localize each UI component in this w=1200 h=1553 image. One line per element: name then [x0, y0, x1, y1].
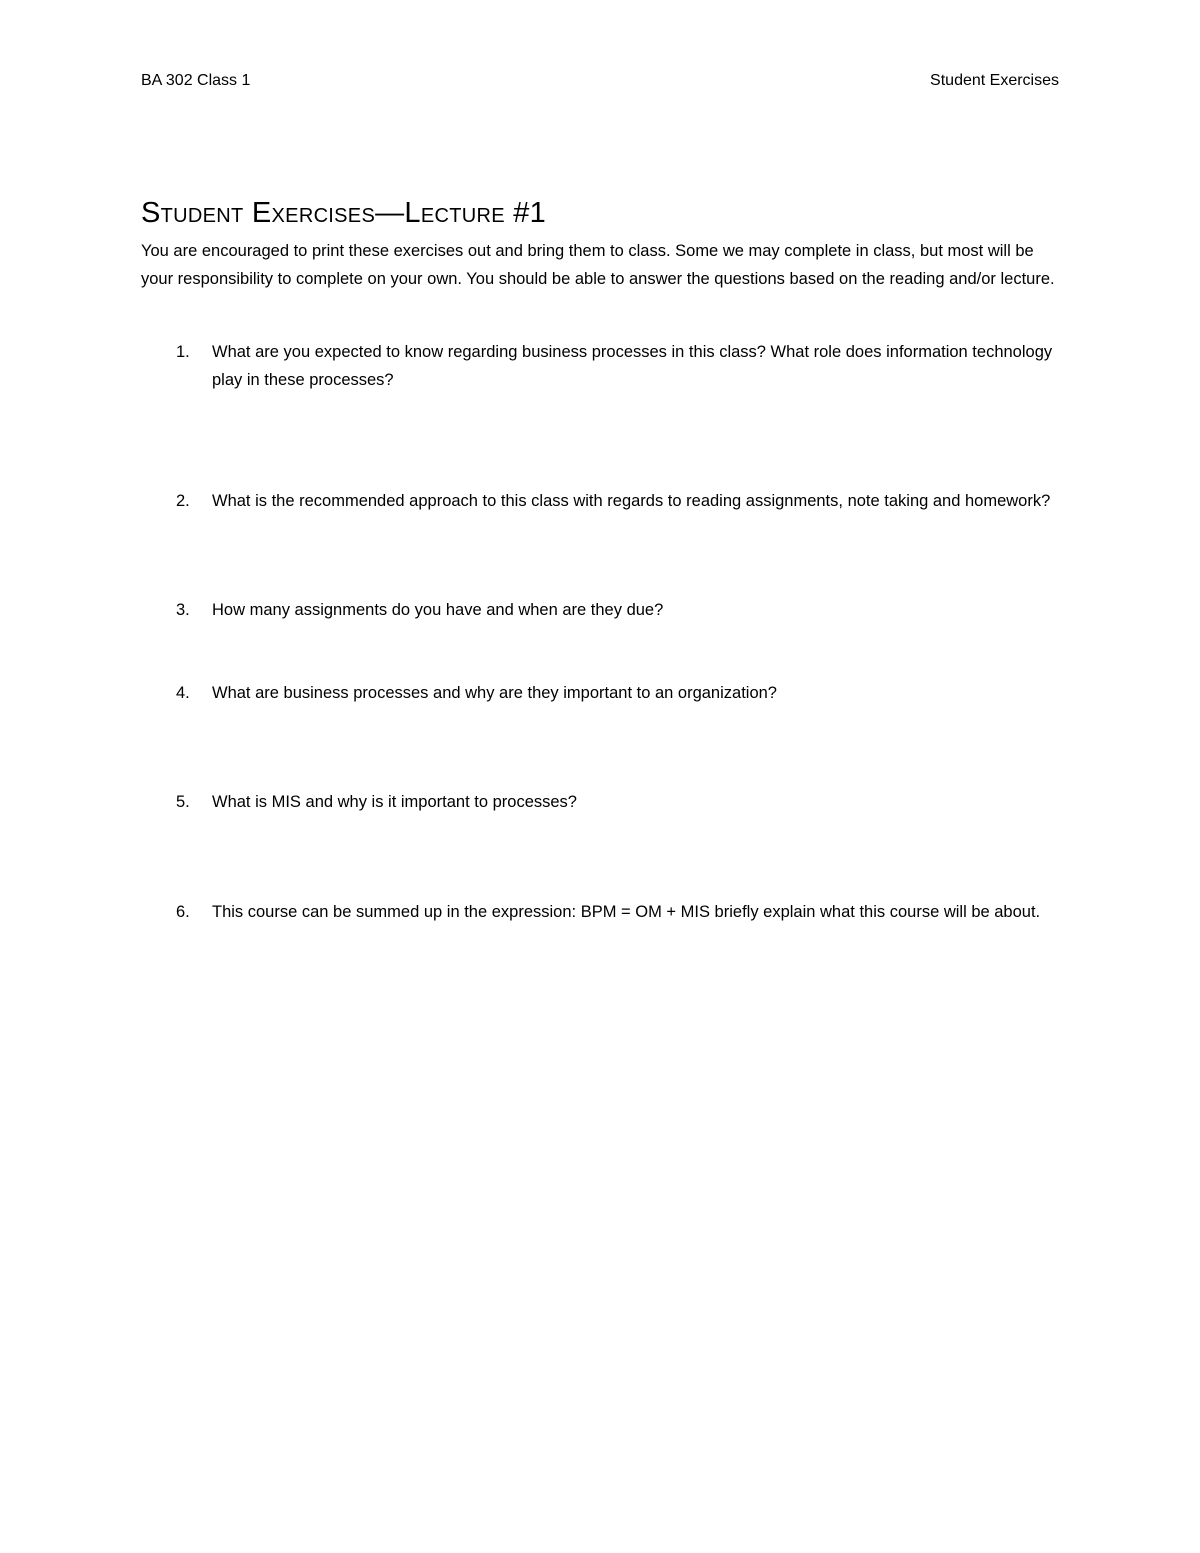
- question-number: 1.: [176, 343, 190, 361]
- document-title: Student Exercises—Lecture #1: [141, 197, 547, 229]
- question-number: 4.: [176, 684, 190, 702]
- question-text: What are you expected to know regarding business processes in this class? What role does information technology play in these processes?: [212, 343, 1053, 389]
- header-section-label: Student Exercises: [930, 72, 1059, 89]
- intro-paragraph: You are encouraged to print these exercises out and bring them to class. Some we may complete in class, but most will be your responsibility to complete on your own. You should be able to answer the questions based on the reading and/or lecture.: [141, 242, 1055, 288]
- question-text: What is MIS and why is it important to processes?: [212, 793, 577, 811]
- question-text: What is the recommended approach to this class with regards to reading assignments, note taking and homework?: [212, 492, 1051, 510]
- question-number: 2.: [176, 492, 190, 510]
- question-number: 5.: [176, 793, 190, 811]
- page-header: [141, 72, 1059, 96]
- question-text: This course can be summed up in the expression: BPM = OM + MIS briefly explain what this course will be about.: [212, 903, 1041, 921]
- question-number: 3.: [176, 601, 190, 619]
- question-text: What are business processes and why are they important to an organization?: [212, 684, 777, 702]
- question-number: 6.: [176, 903, 190, 921]
- header-course-label: BA 302 Class 1: [141, 72, 251, 89]
- question-text: How many assignments do you have and when are they due?: [212, 601, 664, 619]
